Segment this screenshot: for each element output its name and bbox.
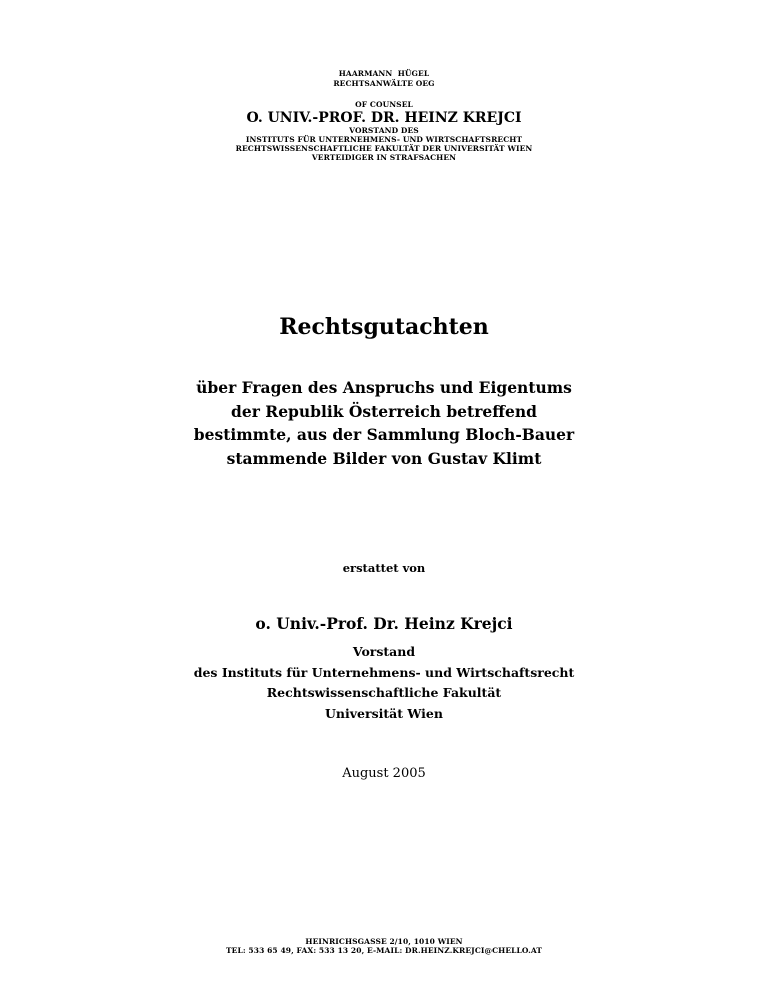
affiliation-line: Vorstand	[352, 644, 416, 659]
role-line: RECHTSWISSENSCHAFTLICHE FAKULTÄT DER UNIVERSITÄT WIEN	[235, 144, 533, 153]
firm-type: RECHTSANWÄLTE OEG	[333, 79, 435, 88]
subtitle-line: stammende Bilder von Gustav Klimt	[226, 448, 542, 468]
subtitle-line: über Fragen des Anspruchs und Eigentums	[196, 378, 572, 397]
prepared-by-label: erstattet von	[342, 561, 426, 575]
letterhead-firm	[0, 69, 768, 89]
affiliation-line: des Instituts für Unternehmens- und Wirtschaftsrecht	[193, 664, 575, 680]
document-subtitle	[0, 376, 768, 470]
affiliation-line: Universität Wien	[325, 705, 443, 721]
affiliation-line: Rechtswissenschaftliche Fakultät	[266, 685, 502, 700]
document-date: August 2005	[342, 766, 426, 781]
footer-contact: TEL: 533 65 49, FAX: 533 13 20, E-MAIL: DR.HEINZ.KREJCI@CHELLO.AT	[225, 946, 543, 955]
footer-address: HEINRICHSGASSE 2/10, 1010 WIEN	[305, 937, 463, 946]
subtitle-line: bestimmte, aus der Sammlung Bloch-Bauer	[193, 425, 575, 444]
subtitle-line: der Republik Österreich betreffend	[231, 401, 537, 421]
letterhead-name: O. UNIV.-PROF. DR. HEINZ KREJCI	[246, 110, 522, 126]
of-counsel-label: OF COUNSEL	[355, 100, 413, 109]
author-affiliation	[0, 642, 768, 724]
role-line: INSTITUTS FÜR UNTERNEHMENS- UND WIRTSCHAFTSRECHT	[245, 135, 523, 144]
role-line: VORSTAND DES	[349, 126, 419, 135]
footer	[0, 937, 768, 955]
letterhead-roles	[0, 126, 768, 162]
author-name: o. Univ.-Prof. Dr. Heinz Krejci	[255, 614, 513, 633]
firm-name: HAARMANN HÜGEL	[338, 69, 430, 78]
document-title: Rechtsgutachten	[279, 314, 489, 340]
role-line: VERTEIDIGER IN STRAFSACHEN	[311, 153, 457, 162]
